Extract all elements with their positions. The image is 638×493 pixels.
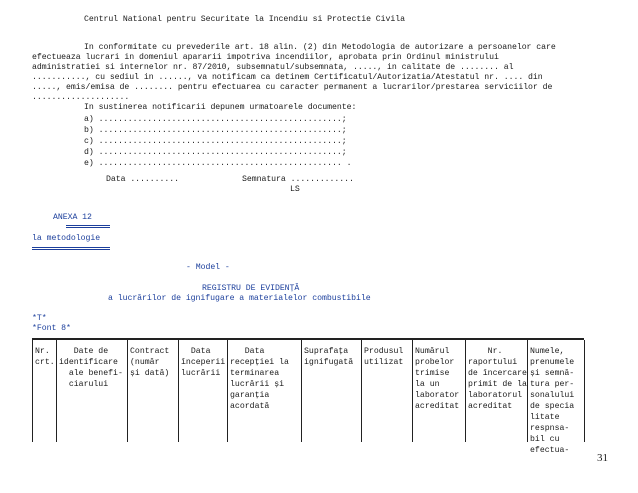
table-col-samples: Numărul probelor trimise la un laborator acreditat [412, 340, 466, 442]
table-col-reception-date: Data recepției la terminarea lucrării și garanția acordată [227, 340, 302, 442]
table-col-start-date: Data începerii lucrării [178, 340, 228, 442]
table-col-product: Produsul utilizat [361, 340, 413, 442]
body-line-3: administratiei si internelor nr. 87/2010, subsemnatul/subsemnata, ....., in calitate de ........ al [32, 63, 514, 72]
annex-link[interactable]: la metodologie [32, 234, 101, 243]
table-col-name: Numele, prenumele și semnă- tura per- sonalului de specia litate respnsa- bil cu efectua- [527, 340, 585, 442]
register-title: REGISTRU DE EVIDENȚĂ [202, 284, 300, 293]
annex-title-underline [66, 225, 110, 228]
doc-item-e: e) .................................................. . [84, 159, 352, 168]
body-line-2: efectueaza lucrari in domeniul apararii impotriva incendiilor, aprobata prin Ordinul ministrului [32, 53, 499, 62]
recipient-line: Centrul National pentru Securitate la Incendiu si Protectie Civila [84, 15, 405, 24]
annex-link-underline [32, 247, 110, 250]
table-col-contract: Contract (număr și dată) [127, 340, 179, 442]
register-subtitle: a lucrărilor de ignifugare a materialelor combustibile [108, 294, 371, 303]
body-line-4: ..........., cu sediul in ......, va notificam ca detinem Certificatul/Autorizatia/Atestatul nr. .... din [32, 73, 543, 82]
table-col-nr: Nr. crt. [32, 340, 57, 442]
model-label: - Model - [186, 263, 230, 272]
date-line: Data .......... [106, 175, 179, 184]
table-col-test-report: Nr. raportului de încercare primit de la laboratorul acreditat [465, 340, 528, 442]
body-line-6: .................... [32, 93, 130, 102]
annex-title: ANEXA 12 [53, 213, 92, 222]
body-line-1: In conformitate cu prevederile art. 18 alin. (2) din Metodologia de autorizare a persoanelor care [84, 43, 556, 52]
signature-line: Semnatura ............. [242, 175, 354, 184]
table-col-surface: Suprafața ignifugată [301, 340, 362, 442]
doc-item-a: a) ..................................................; [84, 115, 347, 124]
doc-item-c: c) ..................................................; [84, 137, 347, 146]
table-col-identification: Date de identificare ale benefi- ciarului [56, 340, 128, 442]
body-line-5: ....., emis/emisa de ........ pentru efectuarea cu caracter permanent a lucrarilor/prestarea serviciilor de [32, 83, 553, 92]
tag-t: *T* [32, 314, 47, 323]
ls-mark: LS [290, 185, 300, 194]
doc-item-d: d) ..................................................; [84, 148, 347, 157]
page-number: 31 [597, 452, 608, 464]
doc-item-b: b) ..................................................; [84, 126, 347, 135]
register-table [32, 338, 584, 455]
documents-intro: In sustinerea notificarii depunem urmatoarele documente: [84, 103, 357, 112]
tag-font: *Font 8* [32, 324, 71, 333]
